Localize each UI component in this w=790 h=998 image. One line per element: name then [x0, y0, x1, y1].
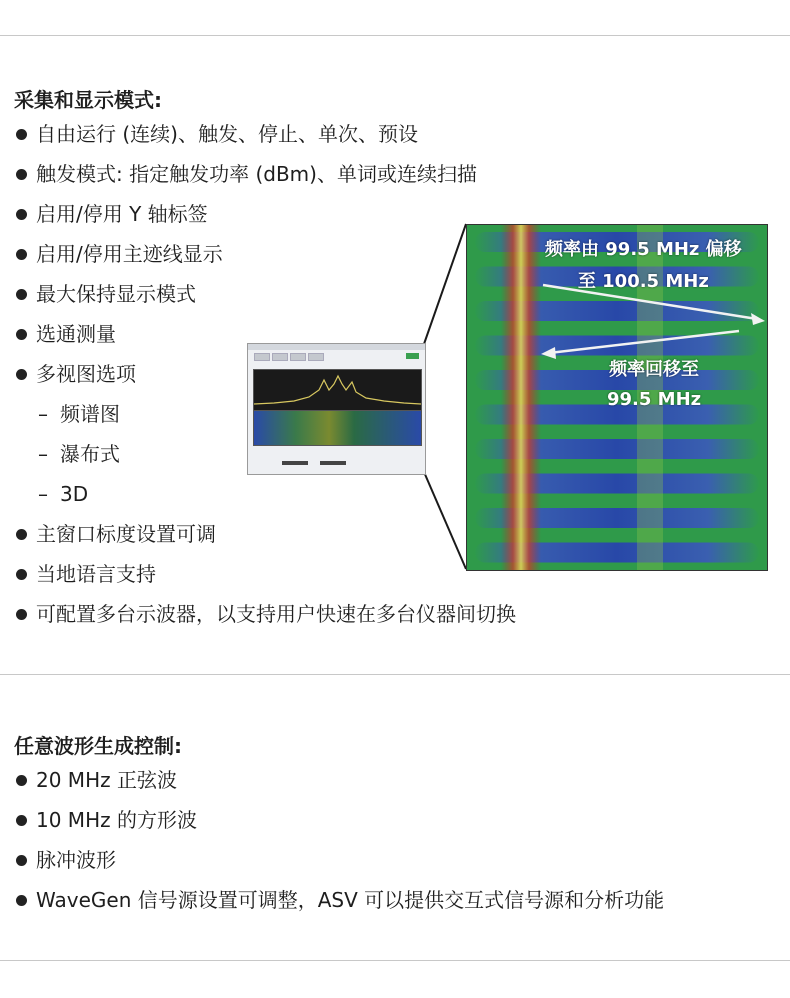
- shift-annotation: [545, 235, 742, 293]
- list-item: 20 MHz 正弦波: [14, 760, 664, 800]
- thumbnail-button: [290, 353, 306, 361]
- list-item: 多视图选项: [14, 354, 516, 394]
- list-item: 触发模式: 指定触发功率 (dBm)、单词或连续扫描: [14, 154, 516, 194]
- section-heading-waveform: 任意波形生成控制:: [14, 734, 182, 758]
- return-annotation-line2: 99.5 MHz: [607, 389, 702, 410]
- shift-annotation-line2: 至 100.5 MHz: [577, 271, 709, 292]
- thumbnail-spectrum-trace: [254, 370, 421, 410]
- list-item: 10 MHz 的方形波: [14, 800, 664, 840]
- software-screenshot-thumbnail: [247, 343, 426, 475]
- thumbnail-button: [254, 353, 270, 361]
- thumbnail-button: [272, 353, 288, 361]
- list-item: WaveGen 信号源设置可调整，ASV 可以提供交互式信号源和分析功能: [14, 880, 664, 920]
- section-heading-acquisition: 采集和显示模式:: [14, 88, 162, 112]
- list-item: 当地语言支持: [14, 554, 516, 594]
- return-annotation: [607, 355, 701, 410]
- list-item: 启用/停用主迹线显示: [14, 234, 516, 274]
- sub-list-item: – 3D: [14, 474, 516, 514]
- list-item: 自由运行 (连续)、触发、停止、单次、预设: [14, 114, 516, 154]
- list-item: 脉冲波形: [14, 840, 664, 880]
- thumbnail-status-bar: [320, 461, 346, 465]
- return-annotation-line1: 频率回移至: [609, 359, 700, 380]
- list-item: 主窗口标度设置可调: [14, 514, 516, 554]
- thumbnail-status-bar: [282, 461, 308, 465]
- list-item: 可配置多台示波器，以支持用户快速在多台仪器间切换: [14, 594, 516, 634]
- shift-annotation-line1: 频率由 99.5 MHz 偏移: [545, 239, 742, 260]
- thumbnail-spectrum-view: [253, 369, 422, 411]
- top-divider: [0, 35, 790, 36]
- waterfall-zoom-view: [466, 224, 768, 571]
- thumbnail-run-button: [406, 353, 419, 359]
- list-item: 最大保持显示模式: [14, 274, 516, 314]
- waveform-list: [14, 760, 664, 920]
- thumbnail-waterfall-view: [253, 410, 422, 446]
- thumbnail-titlebar: [248, 344, 425, 350]
- thumbnail-button: [308, 353, 324, 361]
- bottom-divider: [0, 960, 790, 961]
- sub-list-item: – 瀑布式: [14, 434, 516, 474]
- list-item: 启用/停用 Y 轴标签: [14, 194, 516, 234]
- list-item: 选通测量: [14, 314, 516, 354]
- sub-list-item: – 频谱图: [14, 394, 516, 434]
- middle-divider: [0, 674, 790, 675]
